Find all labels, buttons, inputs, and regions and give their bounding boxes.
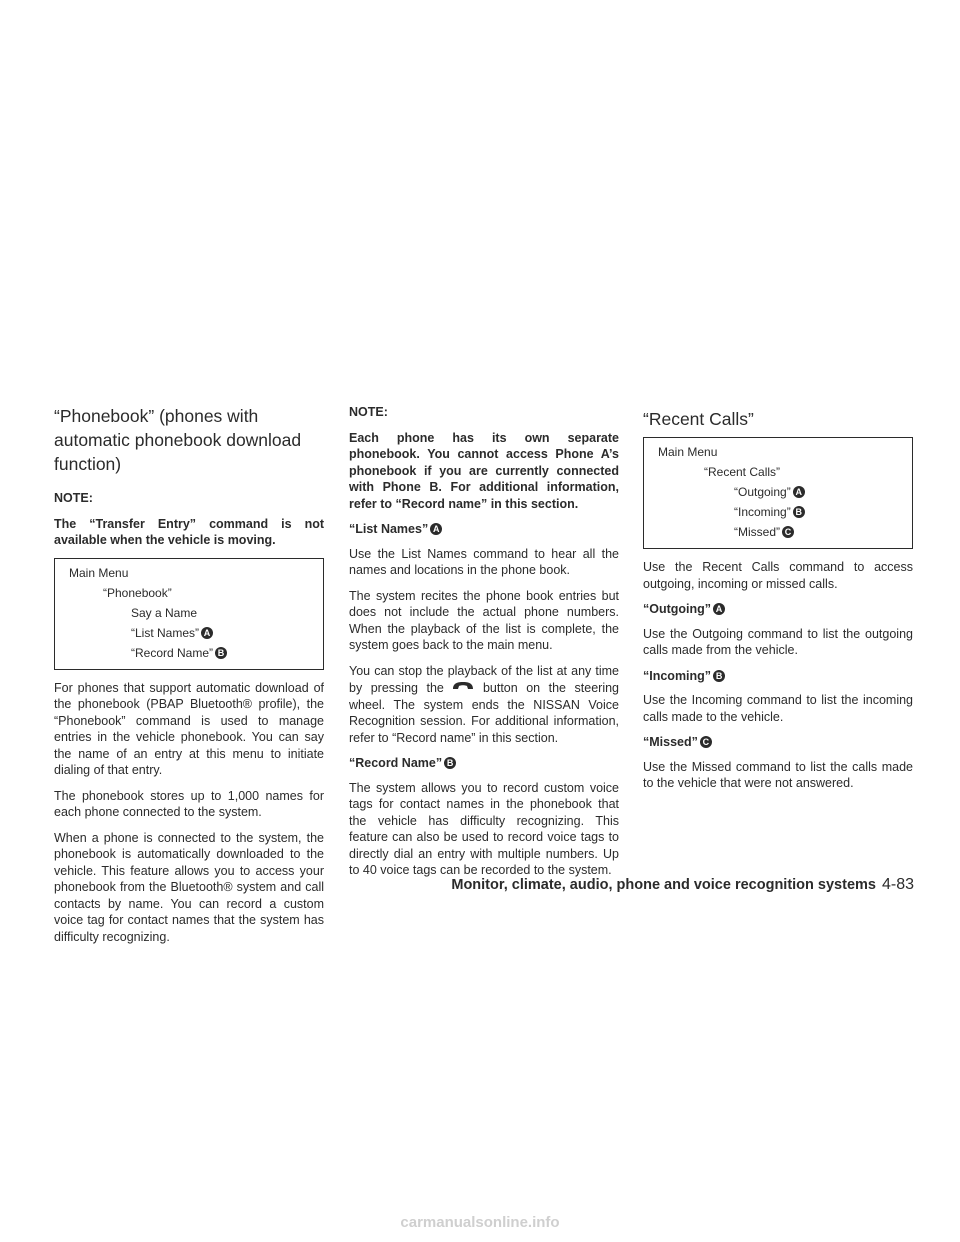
callout-a-badge: A (713, 603, 725, 615)
menu-level1: “Phonebook” (103, 585, 172, 600)
subheading-incoming: “Incoming” B (643, 668, 913, 685)
paragraph: Use the Incoming command to list the incoming calls made to the vehicle. (643, 693, 913, 724)
paragraph: Use the Recent Calls command to access outgoing, incoming or missed calls. (643, 560, 913, 591)
callout-c-badge: C (782, 526, 794, 538)
paragraph: The system allows you to record custom voice tags for contact names in the phonebook that the vehicle has difficulty recognizing. This feature can also be used to record voice tags to directly dial an entry with multiple numbers. Up to 40 voice tags can be recorded to the system. (349, 780, 619, 877)
section-heading-phonebook: “Phonebook” (phones with automatic phonebook download function) (54, 406, 302, 474)
callout-a-badge: A (430, 523, 442, 535)
menu-item-incoming: “Incoming” B (658, 502, 902, 522)
paragraph: Use the Missed command to list the calls made to the vehicle that were not answered. (643, 759, 913, 790)
menu-item-missed: “Missed” C (658, 522, 902, 542)
callout-a-badge: A (793, 486, 805, 498)
note-label: NOTE: (54, 491, 93, 505)
menu-root: Main Menu (69, 565, 129, 580)
page-number: 4-83 (881, 876, 914, 893)
subheading-list-names: “List Names” A (349, 521, 619, 538)
callout-b-badge: B (793, 506, 805, 518)
paragraph: The phonebook stores up to 1,000 names for each phone connected to the system. (54, 788, 324, 819)
callout-c-badge: C (700, 736, 712, 748)
subheading-outgoing: “Outgoing” A (643, 601, 913, 618)
subheading-record-name: “Record Name” B (349, 755, 619, 772)
callout-a-badge: A (201, 627, 213, 639)
section-heading-recent-calls: “Recent Calls” (643, 409, 754, 429)
paragraph: When a phone is connected to the system, the phonebook is automatically downloaded to the vehicle. This feature allows you to access your phonebook from the Bluetooth® system and call contacts by name. You can record a custom voice tag for contact names that the system has difficulty recognizing. (54, 830, 324, 944)
paragraph: The system recites the phone book entries but does not include the actual phone numbers. When the playback of the list is complete, the system goes back to the main menu. (349, 588, 619, 652)
callout-b-badge: B (215, 647, 227, 659)
menu-level1: “Recent Calls” (704, 465, 781, 479)
note-text: Each phone has its own separate phonebook. You cannot access Phone A’s phonebook if you are currently connected with Phone B. For additional information, refer to “Record name” in this section. (349, 430, 619, 511)
phonebook-menu-tree (54, 558, 324, 670)
recent-calls-menu-tree (643, 437, 913, 549)
paragraph: Use the Outgoing command to list the outgoing calls made from the vehicle. (643, 626, 913, 657)
page-footer (424, 876, 914, 894)
menu-item-list-names: “List Names” A (69, 623, 313, 643)
paragraph: Use the List Names command to hear all the names and locations in the phone book. (349, 546, 619, 577)
column-2 (349, 404, 619, 888)
menu-item-say-a-name: Say a Name (131, 605, 198, 620)
column-3 (643, 404, 913, 801)
menu-item-outgoing: “Outgoing” A (658, 482, 902, 502)
note-label: NOTE: (349, 405, 388, 419)
callout-b-badge: B (713, 670, 725, 682)
column-1 (54, 404, 324, 954)
paragraph: For phones that support automatic download of the phonebook (PBAP Bluetooth® profile), the “Phonebook” command is used to manage entries in the vehicle phonebook. You can say the name of an entry at this menu to initiate dialing of that entry. (54, 680, 324, 777)
callout-b-badge: B (444, 757, 456, 769)
menu-root: Main Menu (658, 445, 718, 459)
subheading-missed: “Missed” C (643, 734, 913, 751)
phone-hang-up-icon (452, 679, 474, 689)
menu-item-record-name: “Record Name” B (69, 643, 313, 663)
watermark: carmanualsonline.info (400, 1214, 560, 1231)
note-text: The “Transfer Entry” command is not available when the vehicle is moving. (54, 516, 324, 547)
paragraph-with-icon: You can stop the playback of the list at any time by pressing the button on the steering wheel. The system ends the NISSAN Voice Recognition session. For additional information, refer to “Record name” in this section. (349, 663, 619, 745)
footer-section-title: Monitor, climate, audio, phone and voice recognition systems (451, 877, 876, 893)
